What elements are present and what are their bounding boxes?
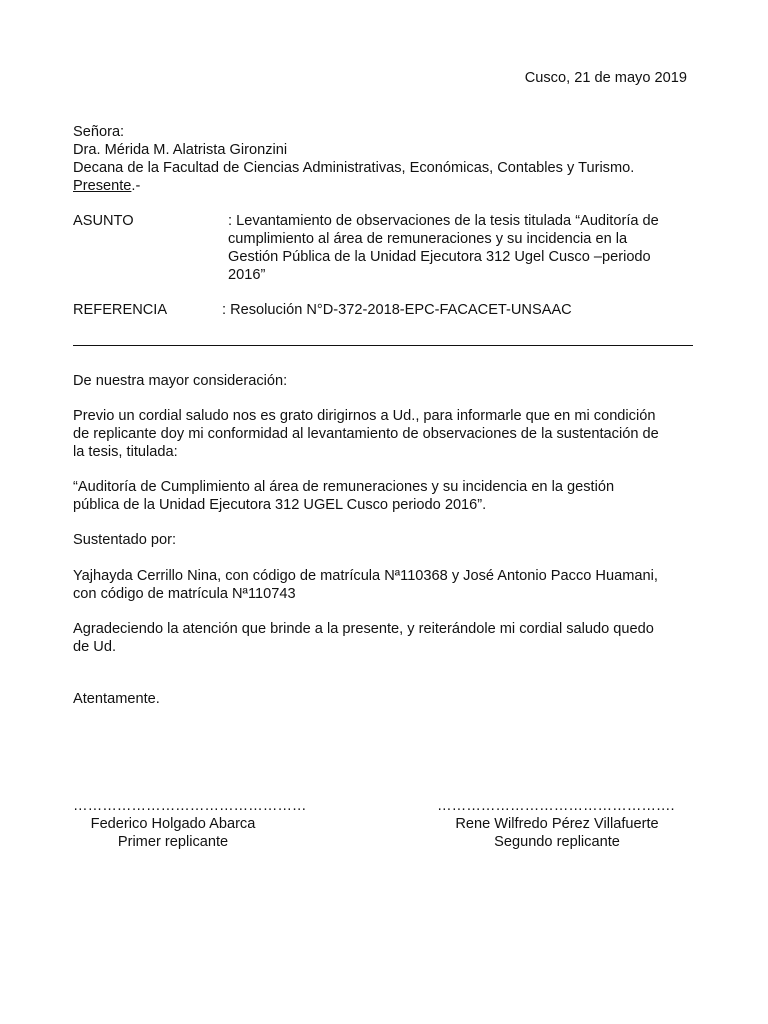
- signature-block-1: [73, 797, 307, 851]
- recipient-name: Dra. Mérida M. Alatrista Gironzini: [73, 142, 288, 158]
- thesis-title-quote: [73, 478, 693, 514]
- asunto-line: Gestión Pública de la Unidad Ejecutora 312 Ugel Cusco –periodo: [228, 249, 651, 265]
- quote-line: “Auditoría de Cumplimiento al área de remuneraciones y su incidencia en la gestión: [73, 479, 615, 495]
- asunto-label: ASUNTO: [73, 213, 134, 229]
- thanks-line: Agradeciendo la atención que brinde a la presente, y reiterándole mi cordial saludo quedo: [73, 621, 654, 637]
- referencia-label: REFERENCIA: [73, 302, 168, 318]
- authors-line: con código de matrícula Nª110743: [73, 586, 296, 602]
- paragraph-line: de replicante doy mi conformidad al levantamiento de observaciones de la sustentación de: [73, 426, 659, 442]
- quote-line: pública de la Unidad Ejecutora 312 UGEL Cusco periodo 2016”.: [73, 497, 487, 513]
- authors-paragraph: [73, 567, 693, 603]
- paragraph-line: la tesis, titulada:: [73, 444, 178, 460]
- signature-dots: ………………………………………….: [437, 798, 675, 814]
- place-date: Cusco, 21 de mayo 2019: [524, 70, 687, 86]
- asunto-line: cumplimiento al área de remuneraciones y su incidencia en la: [228, 231, 628, 247]
- salutation: Señora:: [73, 124, 125, 140]
- signatory-name: Federico Holgado Abarca: [90, 816, 256, 832]
- paragraph-line: Previo un cordial saludo nos es grato dirigirnos a Ud., para informarle que en mi condición: [73, 408, 656, 424]
- signatory-role: Segundo replicante: [494, 834, 620, 850]
- paragraph-intro: [73, 407, 693, 461]
- presente-line: [73, 177, 140, 195]
- thanks-line: de Ud.: [73, 639, 116, 655]
- asunto-line: 2016”: [228, 267, 266, 283]
- signature-dots: …………………………………………: [73, 798, 307, 814]
- sustentado-label: Sustentado por:: [73, 532, 177, 548]
- greeting: De nuestra mayor consideración:: [73, 373, 288, 389]
- presente-suffix: .-: [131, 178, 141, 194]
- signatory-name: Rene Wilfredo Pérez Villafuerte: [455, 816, 659, 832]
- authors-line: Yajhayda Cerrillo Nina, con código de matrícula Nª110368 y José Antonio Pacco Huamani,: [73, 568, 658, 584]
- presente-text: Presente: [73, 178, 132, 194]
- recipient-position: Decana de la Facultad de Ciencias Administrativas, Económicas, Contables y Turismo.: [73, 160, 635, 176]
- asunto-line: : Levantamiento de observaciones de la tesis titulada “Auditoría de: [228, 213, 659, 229]
- signatory-role: Primer replicante: [117, 834, 229, 850]
- referencia-value: : Resolución N°D-372-2018-EPC-FACACET-UNSAAC: [222, 302, 572, 318]
- signature-block-2: [437, 797, 677, 851]
- asunto-text: [228, 212, 693, 284]
- closing: Atentamente.: [73, 691, 160, 707]
- thanks-paragraph: [73, 620, 693, 656]
- divider-line: [73, 345, 693, 346]
